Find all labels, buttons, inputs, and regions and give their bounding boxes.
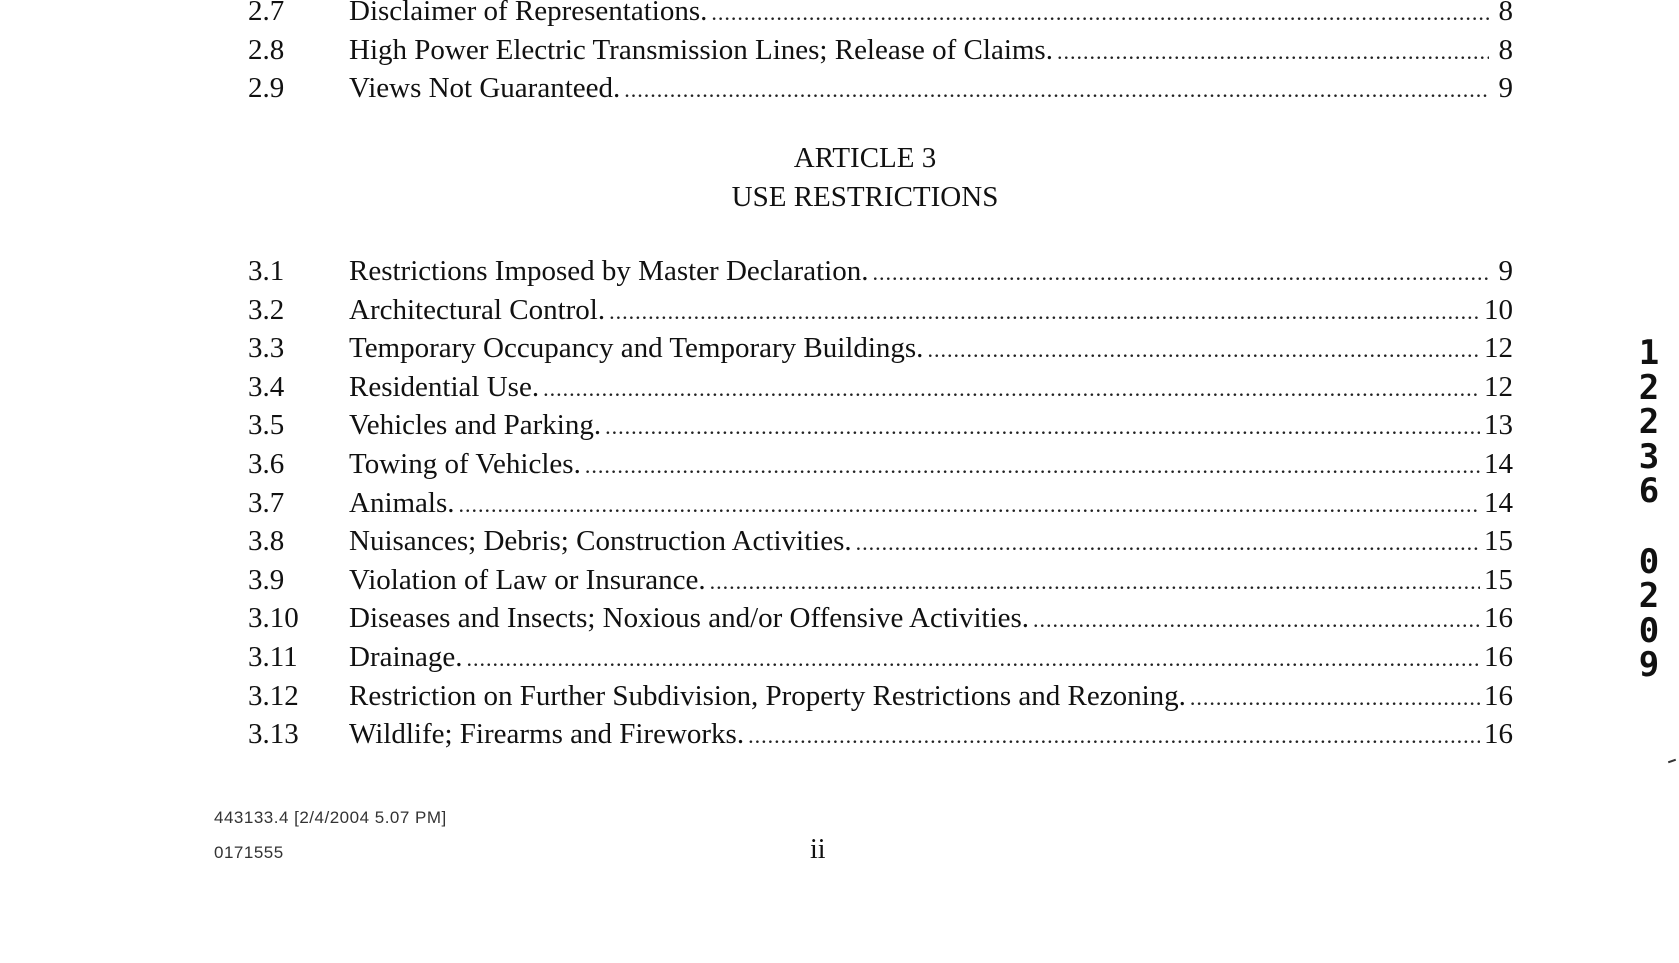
toc-row [248, 329, 1513, 368]
toc-row [248, 368, 1513, 407]
toc-page-number: 14 [1484, 447, 1513, 480]
dot-leader [1190, 679, 1480, 718]
toc-section-number: 3.7 [248, 486, 285, 519]
toc-page-number: 16 [1484, 602, 1513, 635]
toc-section-title: Violation of Law or Insurance. [349, 563, 706, 596]
toc-section-title: Restrictions Imposed by Master Declaration. [349, 255, 869, 287]
toc-section-title: Animals. [349, 486, 455, 519]
stamp-digit: 9 [1638, 645, 1660, 685]
toc-section-title: Views Not Guaranteed. [349, 72, 621, 105]
toc-entry [349, 329, 1513, 370]
toc-page-number: 9 [1498, 72, 1513, 105]
dot-leader [711, 0, 1489, 33]
stamp-digit: 2 [1638, 576, 1660, 616]
dot-leader [585, 447, 1480, 486]
toc-row [248, 677, 1513, 716]
toc-row [248, 715, 1513, 754]
scan-mark [1668, 759, 1676, 764]
toc-page-number: 16 [1484, 679, 1513, 712]
toc-page-number: 15 [1484, 525, 1513, 558]
toc-page-number: 8 [1498, 33, 1513, 66]
toc-section-number: 3.3 [248, 332, 285, 365]
stamp-gap [1632, 509, 1666, 545]
toc-section-title: Towing of Vehicles. [349, 447, 581, 480]
toc-entry [349, 677, 1513, 718]
dot-leader [748, 717, 1480, 756]
stamp-digit: 0 [1638, 541, 1660, 582]
dot-leader [543, 370, 1480, 409]
article-number-heading: ARTICLE 3 [793, 142, 937, 174]
dot-leader [872, 254, 1489, 293]
toc-page-number: 16 [1484, 640, 1513, 673]
toc-section-title: Wildlife; Firearms and Fireworks. [349, 718, 745, 751]
dot-leader [856, 524, 1480, 563]
toc-entry [349, 69, 1513, 110]
dot-leader [624, 71, 1489, 110]
stamp-digit: 2 [1638, 367, 1660, 408]
stamp-digit: 0 [1638, 610, 1660, 651]
dot-leader [609, 293, 1480, 332]
toc-section-number: 3.1 [248, 255, 285, 287]
toc-section-number: 3.13 [248, 718, 299, 751]
stamp-digit: 3 [1638, 436, 1660, 477]
toc-section-number: 3.11 [248, 640, 298, 673]
toc-section-title: Disclaimer of Representations. [349, 0, 708, 27]
document-id-footer: 443133.4 [2/4/2004 5.07 PM] [214, 808, 447, 827]
toc-section-number: 3.9 [248, 563, 285, 596]
article-title-heading: USE RESTRICTIONS [731, 181, 999, 213]
toc-entry [349, 638, 1513, 679]
page-number: ii [810, 834, 826, 865]
toc-section-title: High Power Electric Transmission Lines; Release of Claims. [349, 33, 1053, 66]
toc-row [248, 445, 1513, 484]
toc-section-title: Restriction on Further Subdivision, Property Restrictions and Rezoning. [349, 679, 1186, 712]
toc-entry [349, 406, 1513, 447]
toc-section-number: 3.4 [248, 370, 285, 403]
toc-page-number: 13 [1484, 409, 1513, 442]
toc-section-number: 2.9 [248, 72, 285, 105]
dot-leader [1033, 601, 1480, 640]
toc-section-number: 3.2 [248, 293, 285, 326]
toc-entry [349, 0, 1513, 33]
toc-section-title: Architectural Control. [349, 293, 606, 326]
toc-row [248, 69, 1513, 108]
toc-entry [349, 599, 1513, 640]
toc-section-number: 3.12 [248, 679, 299, 712]
toc-section-title: Temporary Occupancy and Temporary Buildings. [349, 332, 924, 365]
toc-section-title: Diseases and Insects; Noxious and/or Offensive Activities. [349, 602, 1030, 635]
toc-entry [349, 522, 1513, 563]
dot-leader [459, 486, 1480, 525]
dot-leader [1057, 33, 1489, 72]
toc-section-title: Drainage. [349, 640, 463, 673]
toc-section-title: Vehicles and Parking. [349, 409, 602, 442]
toc-page-number: 16 [1484, 718, 1513, 751]
toc-section-number: 3.6 [248, 447, 285, 480]
stamp-digit: 6 [1638, 471, 1660, 511]
toc-row [248, 522, 1513, 561]
toc-row [248, 599, 1513, 638]
toc-row [248, 561, 1513, 600]
toc-entry [349, 445, 1513, 486]
toc-page-number: 10 [1484, 293, 1513, 326]
toc-entry [349, 484, 1513, 525]
toc-section-number: 2.8 [248, 33, 285, 66]
toc-section-number: 2.7 [248, 0, 285, 27]
toc-row [248, 31, 1513, 70]
client-number-footer: 0171555 [214, 843, 284, 862]
toc-row [248, 406, 1513, 445]
toc-row [248, 0, 1513, 31]
toc-page-number: 9 [1498, 255, 1513, 287]
dot-leader [467, 640, 1480, 679]
toc-entry [349, 715, 1513, 756]
stamp-digit: 1 [1638, 333, 1660, 373]
dot-leader [927, 331, 1480, 370]
toc-row [248, 252, 1513, 291]
toc-section-number: 3.10 [248, 602, 299, 635]
toc-row [248, 484, 1513, 523]
toc-section-number: 3.5 [248, 409, 285, 442]
toc-article-2-continued [248, 0, 1513, 108]
toc-page-number: 15 [1484, 563, 1513, 596]
toc-row [248, 291, 1513, 330]
toc-entry [349, 561, 1513, 602]
toc-section-title: Residential Use. [349, 370, 540, 403]
toc-section-title: Nuisances; Debris; Construction Activities. [349, 525, 852, 558]
recording-number-stamp [1632, 333, 1666, 685]
toc-section-number: 3.8 [248, 525, 285, 558]
dot-leader [710, 563, 1480, 602]
stamp-digit: 2 [1638, 402, 1660, 442]
toc-page-number: 8 [1498, 0, 1513, 27]
toc-page-number: 12 [1484, 332, 1513, 365]
dot-leader [605, 408, 1480, 447]
toc-row [248, 638, 1513, 677]
toc-entry [349, 291, 1513, 332]
toc-page-number: 12 [1484, 370, 1513, 403]
toc-entry [349, 31, 1513, 72]
toc-entry [349, 368, 1513, 409]
toc-entry [349, 252, 1513, 293]
toc-page-number: 14 [1484, 486, 1513, 519]
toc-article-3 [248, 252, 1513, 754]
